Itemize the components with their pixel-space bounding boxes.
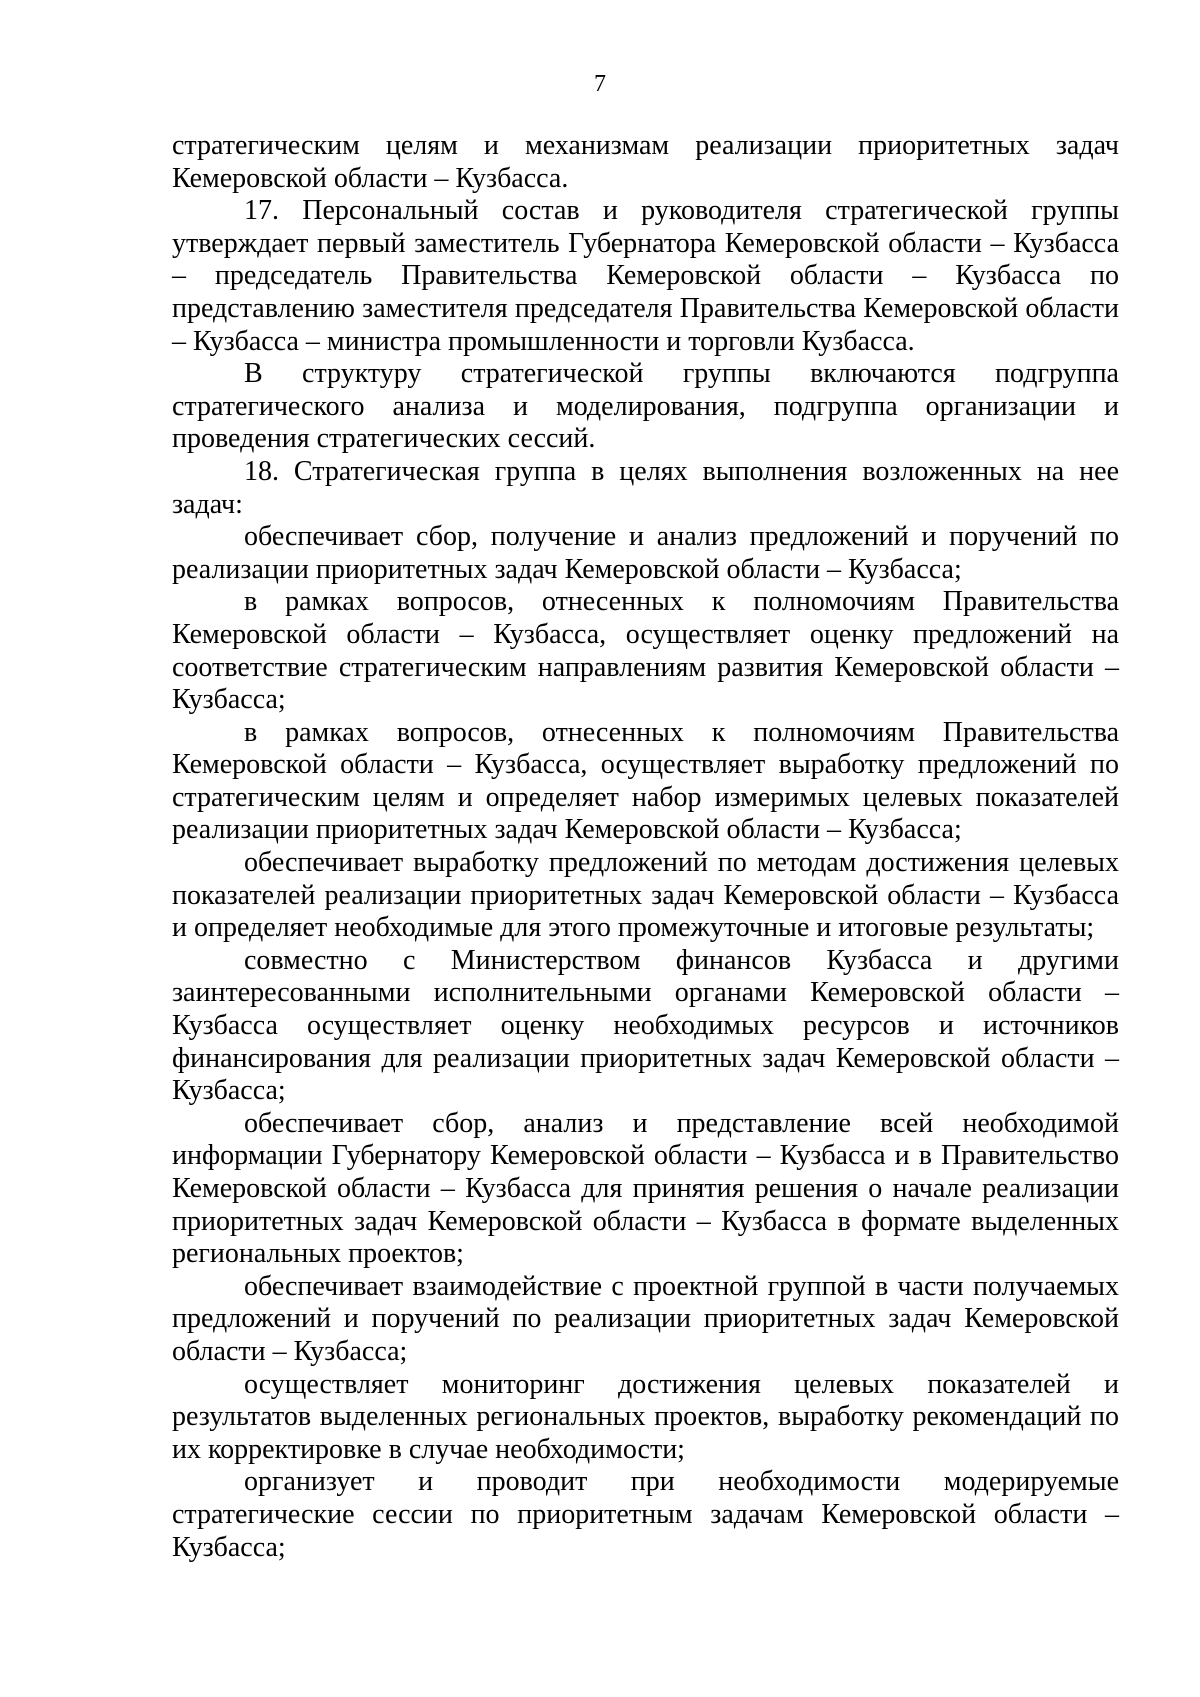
paragraph-structure: В структуру стратегической группы включаются подгруппа стратегического анализа и моделирования, подгруппа организации и проведения стратегических сессий. — [172, 358, 1119, 455]
list-item-financing: совместно с Министерством финансов Кузбасса и другими заинтересованными исполнительными органами Кемеровской области – Кузбасса осуществляет оценку необходимых ресурсов и источников финансирования для реализации приоритетных задач Кемеровской области – Кузбасса; — [172, 944, 1119, 1107]
list-item-interaction: обеспечивает взаимодействие с проектной группой в части получаемых предложений и поручений по реализации приоритетных задач Кемеровской области – Кузбасса; — [172, 1270, 1119, 1367]
paragraph-continuation: стратегическим целям и механизмам реализации приоритетных задач Кемеровской области – Кузбасса. — [172, 130, 1119, 194]
paragraph-18: 18. Стратегическая группа в целях выполнения возложенных на нее задач: — [172, 455, 1119, 520]
page-number: 7 — [594, 71, 606, 97]
list-item-collect-proposals: обеспечивает сбор, получение и анализ предложений и поручений по реализации приоритетных задач Кемеровской области – Кузбасса; — [172, 521, 1119, 585]
document-body — [172, 130, 1119, 1564]
paragraph-17: 17. Персональный состав и руководителя стратегической группы утверждает первый заместитель Губернатора Кемеровской области – Кузбасса – председатель Правительства Кемеровской области – Кузбасса по представлению заместителя председателя Правительства Кемеровской области – Кузбасса – министра промышленности и торговли Кузбасса. — [172, 195, 1119, 357]
list-item-sessions: организует и проводит при необходимости модерируемые стратегические сессии по приоритетным задачам Кемеровской области – Кузбасса; — [172, 1466, 1119, 1563]
list-item-develop-goals: в рамках вопросов, отнесенных к полномочиям Правительства Кемеровской области – Кузбасса, осуществляет выработку предложений по стратегическим целям и определяет набор измеримых целевых показателей реализации приоритетных задач Кемеровской области – Кузбасса; — [172, 716, 1119, 846]
list-item-information: обеспечивает сбор, анализ и представление всей необходимой информации Губернатору Кемеровской области – Кузбасса и в Правительство Кемеровской области – Кузбасса для принятия решения о начале реализации приоритетных задач Кемеровской области – Кузбасса в формате выделенных региональных проектов; — [172, 1107, 1119, 1270]
list-item-monitoring: осуществляет мониторинг достижения целевых показателей и результатов выделенных региональных проектов, выработку рекомендаций по их корректировке в случае необходимости; — [172, 1368, 1119, 1465]
list-item-methods: обеспечивает выработку предложений по методам достижения целевых показателей реализации приоритетных задач Кемеровской области – Кузбасса и определяет необходимые для этого промежуточные и итоговые результаты; — [172, 847, 1119, 944]
list-item-assess-proposals: в рамках вопросов, отнесенных к полномочиям Правительства Кемеровской области – Кузбасса, осуществляет оценку предложений на соответствие стратегическим направлениям развития Кемеровской области – Кузбасса; — [172, 586, 1119, 716]
